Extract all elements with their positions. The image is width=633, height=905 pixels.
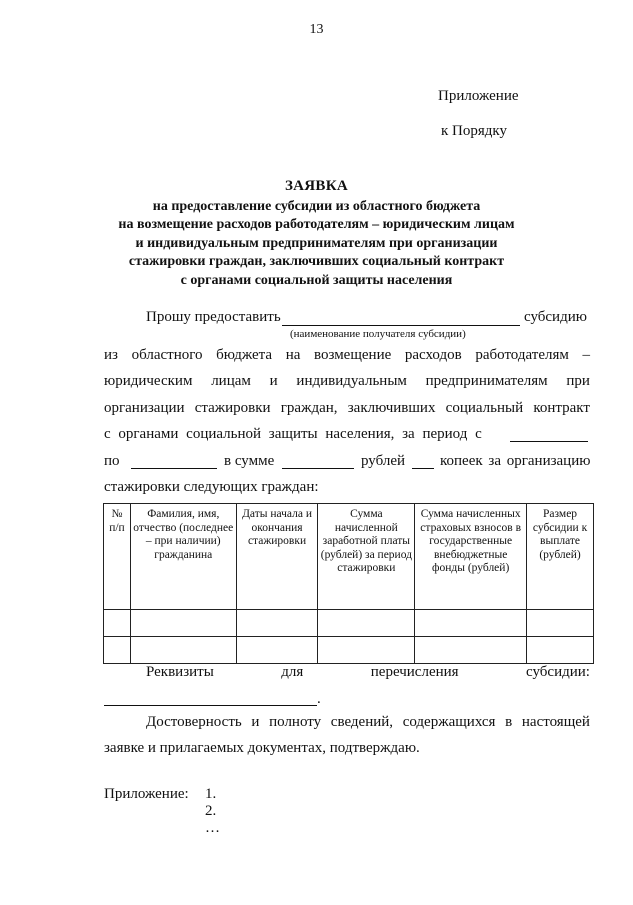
confirmation-line-1: Достоверность и полноту сведений, содержащихся в настоящей [146, 714, 590, 730]
document-title: ЗАЯВКА [284, 178, 349, 194]
table-cell[interactable] [236, 636, 318, 663]
table-cell[interactable] [318, 636, 415, 663]
to-order-label: к Порядку [441, 123, 507, 139]
table-header-row [104, 504, 594, 610]
table-row [104, 636, 594, 663]
col-header-contributions: Сумма начисленных страховых взносов в государственные внебюджетные фонды (рублей) [415, 504, 527, 610]
subtitle-line: на предоставление субсидии из областного бюджета [152, 199, 481, 214]
col-header-subsidy: Размер субсидии к выплате (рублей) [527, 504, 594, 610]
attachment-item: … [205, 820, 220, 836]
period-end-field[interactable] [131, 468, 217, 469]
requisites-field[interactable] [104, 705, 317, 706]
table-cell[interactable] [527, 636, 594, 663]
requisites-line: Реквизиты для перечисления субсидии: [146, 664, 590, 680]
table-cell[interactable] [104, 609, 131, 636]
confirmation-line-2: заявке и прилагаемых документах, подтверждаю. [104, 740, 420, 756]
interns-table [103, 503, 594, 664]
body-line-2: юридическим лицам и индивидуальным предпринимателям при [104, 373, 590, 389]
kopeks-label: копеек за организацию [440, 453, 591, 469]
table-cell[interactable] [415, 609, 527, 636]
appendix-label: Приложение [438, 88, 519, 104]
sum-rubles-field[interactable] [282, 468, 354, 469]
period-start-field[interactable] [510, 441, 588, 442]
table-cell[interactable] [130, 609, 236, 636]
recipient-name-field[interactable] [282, 324, 520, 326]
request-lead: Прошу предоставить [146, 309, 281, 325]
table-cell[interactable] [318, 609, 415, 636]
table-cell[interactable] [130, 636, 236, 663]
attachment-item: 2. [205, 803, 217, 819]
table-cell[interactable] [236, 609, 318, 636]
subtitle-line: стажировки граждан, заключивших социальный контракт [128, 254, 505, 270]
in-sum-label: в сумме [224, 453, 275, 469]
table-cell[interactable] [415, 636, 527, 663]
recipient-hint: (наименование получателя субсидии) [290, 328, 466, 340]
requisites-end: . [317, 691, 321, 707]
subtitle-line: с органами социальной защиты населения [180, 272, 453, 288]
attachments-label: Приложение: [104, 786, 189, 802]
page-number: 13 [309, 22, 324, 37]
col-header-dates: Даты начала и окончания стажировки [236, 504, 318, 610]
request-tail: субсидию [524, 309, 587, 325]
body-line-3: организации стажировки граждан, заключивших социальный контракт [104, 400, 590, 416]
interns-line: стажировки следующих граждан: [104, 479, 319, 495]
body-line-1: из областного бюджета на возмещение расходов работодателям – [104, 347, 590, 363]
attachment-item: 1. [205, 786, 217, 802]
sum-kopeks-field[interactable] [412, 468, 434, 469]
document-subtitle [0, 198, 633, 290]
period-text: с органами социальной защиты населения, за период с [104, 426, 482, 442]
rubles-label: рублей [361, 453, 406, 469]
table-row [104, 609, 594, 636]
col-header-name: Фамилия, имя, отчество (последнее – при наличии) гражданина [130, 504, 236, 610]
table-cell[interactable] [104, 636, 131, 663]
subtitle-line: и индивидуальным предпринимателям при организации [135, 235, 498, 251]
table-cell[interactable] [527, 609, 594, 636]
subtitle-line: на возмещение расходов работодателям – юридическим лицам [118, 217, 515, 233]
col-header-number: № п/п [104, 504, 131, 610]
period-to-label: по [104, 453, 120, 469]
col-header-salary: Сумма начисленной заработной платы (рублей) за период стажировки [318, 504, 415, 610]
